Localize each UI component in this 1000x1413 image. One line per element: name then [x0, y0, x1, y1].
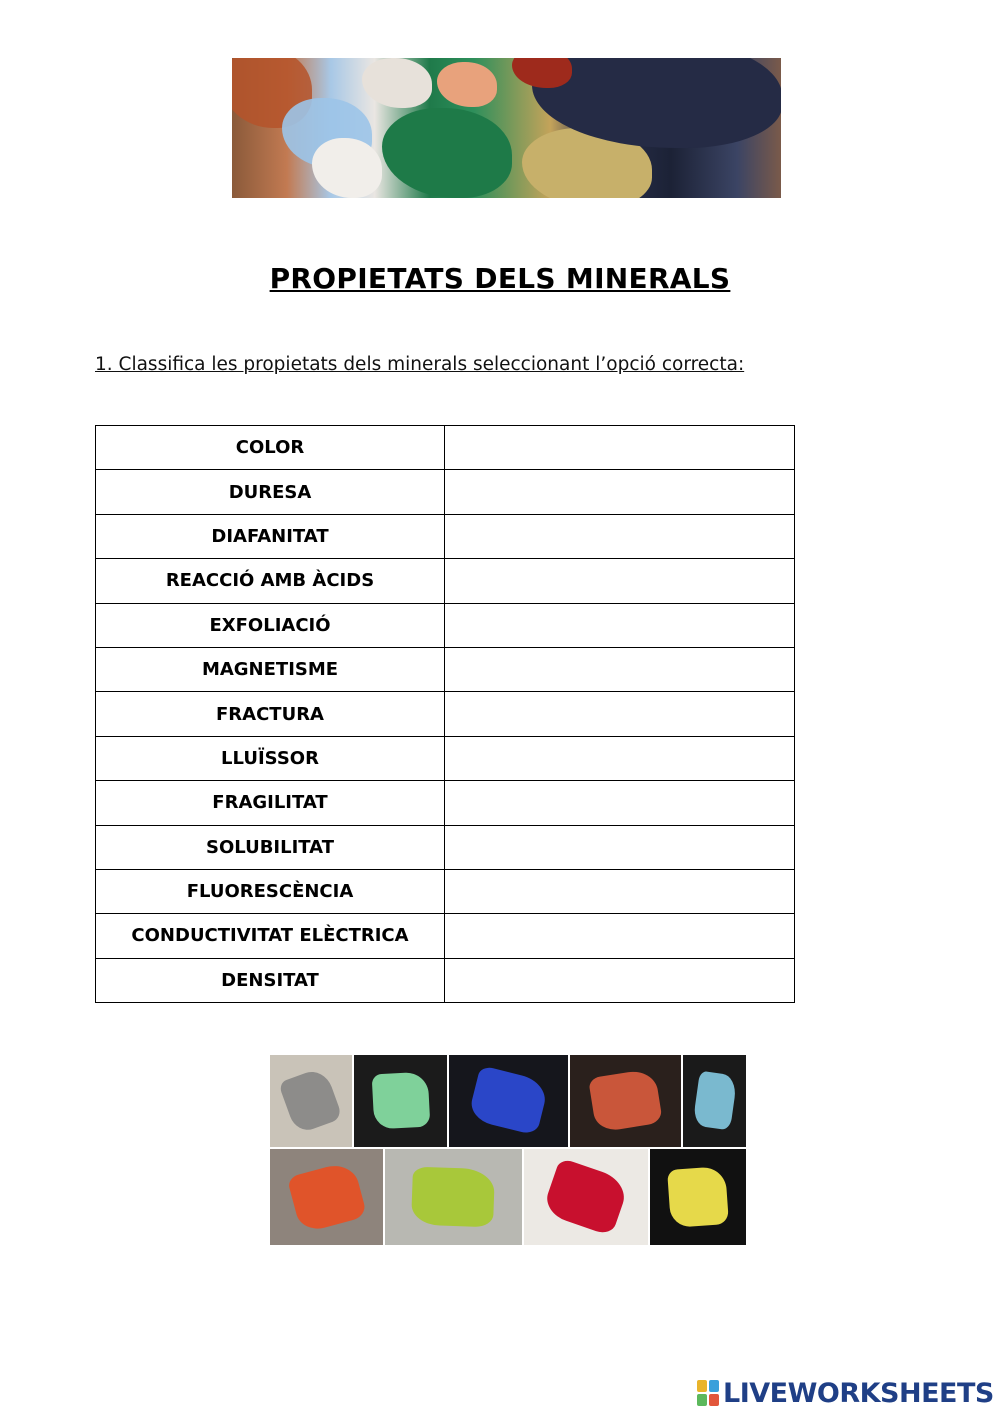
table-row — [96, 426, 795, 470]
answer-cell[interactable] — [445, 914, 795, 958]
liveworksheets-mark-icon — [697, 1380, 719, 1406]
answer-cell[interactable] — [445, 514, 795, 558]
logo-square — [709, 1394, 719, 1406]
orange-crystal-tile — [270, 1149, 383, 1245]
table-row — [96, 736, 795, 780]
property-label: REACCIÓ AMB ÀCIDS — [96, 559, 445, 603]
property-label: SOLUBILITAT — [96, 825, 445, 869]
table-row — [96, 958, 795, 1002]
answer-cell[interactable] — [445, 958, 795, 1002]
property-label: DIAFANITAT — [96, 514, 445, 558]
answer-cell[interactable] — [445, 869, 795, 913]
property-label: DURESA — [96, 470, 445, 514]
mineral-crystal-shape — [371, 1072, 430, 1130]
answer-cell[interactable] — [445, 470, 795, 514]
property-label: LLUÏSSOR — [96, 736, 445, 780]
table-row — [96, 603, 795, 647]
page-title: PROPIETATS DELS MINERALS — [269, 262, 731, 295]
minerals-banner-image — [232, 58, 781, 198]
answer-cell[interactable] — [445, 647, 795, 691]
property-label: COLOR — [96, 426, 445, 470]
red-crystal-tile — [570, 1055, 681, 1147]
logo-square — [709, 1380, 719, 1392]
table-row — [96, 514, 795, 558]
mineral-crystal-shape — [286, 1160, 366, 1233]
mineral-crystal-shape — [588, 1069, 662, 1134]
green-fluorite-tile — [354, 1055, 447, 1147]
answer-cell[interactable] — [445, 692, 795, 736]
property-label: FRACTURA — [96, 692, 445, 736]
pyrite-cube-tile — [270, 1055, 352, 1147]
logo-text: LIVEWORKSHEETS — [723, 1377, 994, 1409]
mineral-crystal-shape — [467, 1066, 550, 1137]
aqua-crystal-tile — [683, 1055, 746, 1147]
logo-square — [697, 1394, 707, 1406]
answer-cell[interactable] — [445, 426, 795, 470]
mineral-collage-image — [270, 1055, 746, 1245]
table-row — [96, 647, 795, 691]
table-row — [96, 781, 795, 825]
answer-cell[interactable] — [445, 781, 795, 825]
mineral-crystal-shape — [667, 1166, 728, 1227]
liveworksheets-logo — [697, 1377, 994, 1409]
answer-cell[interactable] — [445, 736, 795, 780]
table-row — [96, 559, 795, 603]
logo-square — [697, 1380, 707, 1392]
green-prism-tile — [385, 1149, 522, 1245]
answer-cell[interactable] — [445, 825, 795, 869]
property-label: MAGNETISME — [96, 647, 445, 691]
mineral-crystal-shape — [411, 1167, 495, 1227]
blue-crystal-tile — [449, 1055, 568, 1147]
red-garnet-tile — [524, 1149, 648, 1245]
answer-cell[interactable] — [445, 603, 795, 647]
property-label: DENSITAT — [96, 958, 445, 1002]
table-row — [96, 470, 795, 514]
property-label: FRAGILITAT — [96, 781, 445, 825]
table-row — [96, 869, 795, 913]
property-label: FLUORESCÈNCIA — [96, 869, 445, 913]
property-label: CONDUCTIVITAT ELÈCTRICA — [96, 914, 445, 958]
mineral-crystal-shape — [541, 1158, 630, 1237]
table-row — [96, 914, 795, 958]
table-row — [96, 825, 795, 869]
mineral-crystal-shape — [278, 1067, 343, 1136]
mineral-crystal-shape — [692, 1071, 737, 1131]
properties-table — [95, 425, 795, 1003]
instruction-text: 1. Classifica les propietats dels minerals seleccionant l’opció correcta: — [95, 354, 745, 375]
property-label: EXFOLIACIÓ — [96, 603, 445, 647]
answer-cell[interactable] — [445, 559, 795, 603]
table-row — [96, 692, 795, 736]
yellow-crystal-tile — [650, 1149, 746, 1245]
